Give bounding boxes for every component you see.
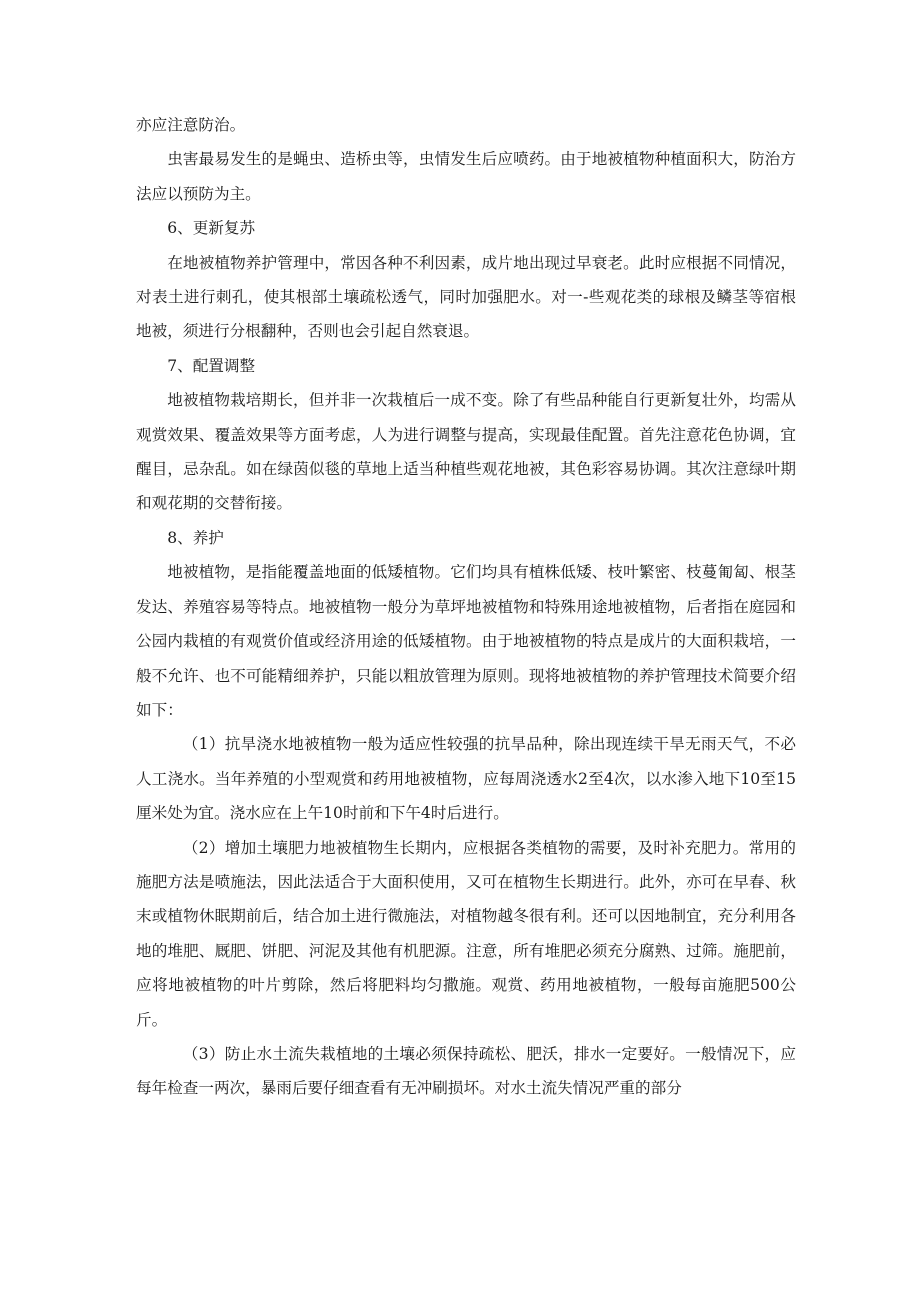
- paragraph-item-3-erosion: （3）防止水土流失栽植地的土壤必须保持疏松、肥沃，排水一定要好。一般情况下，应每年检查一两次，暴雨后要仔细查看有无冲刷损坏。对水土流失情况严重的部分: [136, 1044, 796, 1098]
- document-page: [136, 108, 796, 1106]
- paragraph-item-2-fertility: （2）增加土壤肥力地被植物生长期内，应根据各类植物的需要，及时补充肥力。常用的施肥方法是喷施法，因此法适合于大面积使用，又可在植物生长期进行。此外，亦可在早春、秋末或植物休眠期前后，结合加土进行微施法，对植物越冬很有利。还可以因地制宜，充分利用各地的堆肥、厩肥、饼肥、河泥及其他有机肥源。注意，所有堆肥必须充分腐熟、过筛。施肥前，应将地被植物的叶片剪除，然后将肥料均匀撒施。观赏、药用地被植物，一般每亩施肥500公斤。: [136, 838, 796, 1029]
- section-heading-6: 6、更新复苏: [167, 219, 256, 238]
- section-heading-8: 8、养护: [167, 528, 224, 547]
- paragraph-continuation: 亦应注意防治。: [136, 116, 246, 134]
- paragraph-maintenance-intro: 地被植物，是指能覆盖地面的低矮植物。它们均具有植株低矮、枝叶繁密、枝蔓匍匐、根茎发达、养殖容易等特点。地被植物一般分为草坪地被植物和特殊用途地被植物，后者指在庭园和公园内栽植的有观赏价值或经济用途的低矮植物。由于地被植物的特点是成片的大面积栽培，一般不允许、也不可能精细养护，只能以粗放管理为原则。现将地被植物的养护管理技术简要介绍如下：: [136, 563, 796, 719]
- paragraph-configuration: 地被植物栽培期长，但并非一次栽植后一成不变。除了有些品种能自行更新复壮外，均需从观赏效果、覆盖效果等方面考虑，人为进行调整与提高，实现最佳配置。首先注意花色协调，宜醒目，忌杂乱。如在绿茵似毯的草地上适当种植些观花地被，其色彩容易协调。其次注意绿叶期和观花期的交替衔接。: [136, 391, 796, 513]
- paragraph-item-1-watering: （1）抗旱浇水地被植物一般为适应性较强的抗旱品种，除出现连续干旱无雨天气，不必人工浇水。当年养殖的小型观赏和药用地被植物，应每周浇透水2至4次，以水渗入地下10至15厘米处为宜。浇水应在上午10时前和下午4时后进行。: [136, 735, 796, 823]
- section-heading-7: 7、配置调整: [167, 356, 256, 375]
- paragraph-pest-control: 虫害最易发生的是蝇虫、造桥虫等，虫情发生后应喷药。由于地被植物种植面积大，防治方法应以预防为主。: [136, 150, 796, 203]
- paragraph-renewal: 在地被植物养护管理中，常因各种不利因素，成片地出现过早衰老。此时应根据不同情况，对表土进行刺孔，使其根部土壤疏松透气，同时加强肥水。对一-些观花类的球根及鳞茎等宿根地被，须进行分根翻种，否则也会引起自然衰退。: [136, 253, 796, 341]
